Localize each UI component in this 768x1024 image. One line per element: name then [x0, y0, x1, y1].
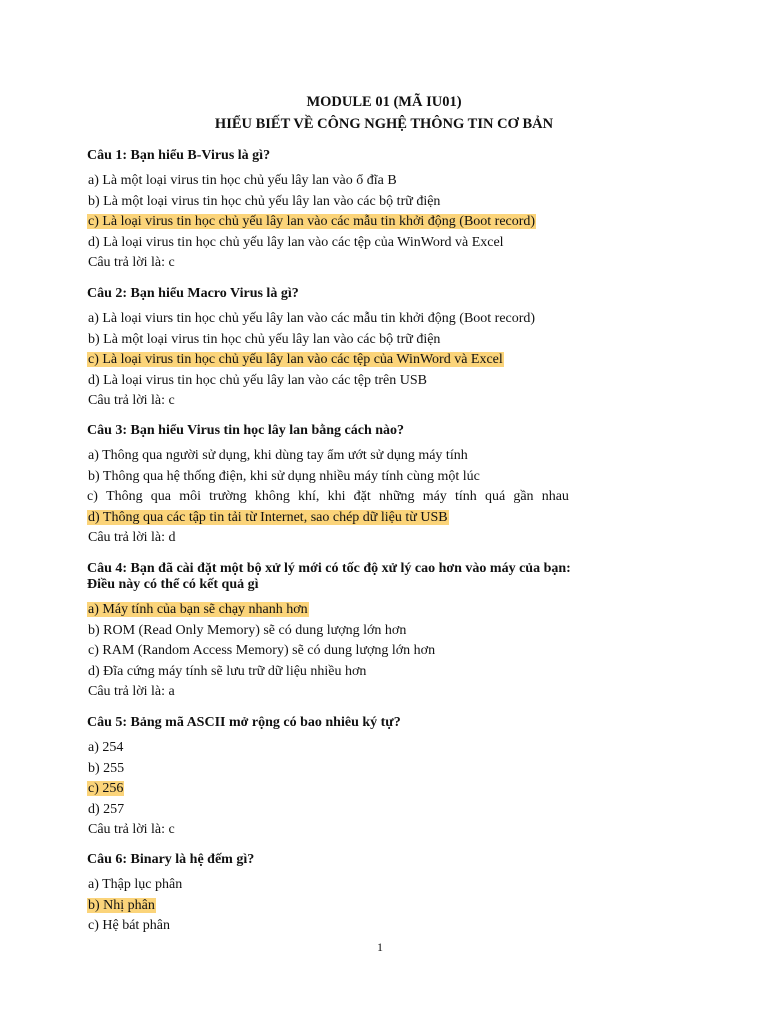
q6-option-b-highlighted: b) Nhị phân [88, 897, 155, 913]
q4-option-c: c) RAM (Random Access Memory) sẽ có dung lượng lớn hơn [88, 643, 436, 659]
q4-option-b: b) ROM (Read Only Memory) sẽ có dung lượng lớn hơn [88, 622, 407, 638]
q4-option-d: d) Đĩa cứng máy tính sẽ lưu trữ dữ liệu nhiều hơn [88, 663, 367, 679]
question-4-text-line1: Câu 4: Bạn đã cài đặt một bộ xử lý mới có tốc độ xử lý cao hơn vào máy của bạn: [87, 561, 571, 576]
q3-option-c-word: không [254, 489, 290, 505]
question-block-3 [87, 423, 677, 549]
question-3-text: Câu 3: Bạn hiểu Virus tin học lây lan bằng cách nào? [87, 423, 405, 438]
q5-option-b: b) 255 [88, 760, 125, 776]
question-block-4 [87, 561, 677, 703]
q3-option-c-word: quá [484, 489, 506, 505]
q3-option-c-word: gần [513, 489, 534, 505]
question-1-text: Câu 1: Bạn hiểu B-Virus là gì? [87, 148, 271, 163]
q2-option-d: d) Là loại virus tin học chủ yếu lây lan vào các tệp trên USB [88, 372, 428, 388]
question-block-6 [87, 852, 677, 937]
question-4-text-line2: Điều này có thể có kết quả gì [87, 577, 259, 592]
question-6-text: Câu 6: Binary là hệ đếm gì? [87, 852, 255, 867]
question-block-5 [87, 715, 677, 841]
page-number: 1 [377, 940, 383, 954]
q1-answer: Câu trả lời là: c [88, 255, 175, 271]
q3-option-c-word: những [378, 489, 415, 505]
q3-option-c-word: nhau [541, 489, 569, 505]
q3-option-c-word: qua [150, 489, 172, 505]
q2-option-c-highlighted: c) Là loại virus tin học chủ yếu lây lan vào các tệp của WinWord và Excel [88, 352, 503, 368]
q6-option-c: c) Hệ bát phân [88, 918, 171, 934]
question-2-text: Câu 2: Bạn hiểu Macro Virus là gì? [87, 286, 299, 301]
q1-option-c-highlighted: c) Là loại virus tin học chủ yếu lây lan vào các mẫu tin khởi động (Boot record) [88, 214, 536, 230]
question-block-1 [87, 148, 677, 274]
q5-answer: Câu trả lời là: c [88, 822, 175, 838]
q2-answer: Câu trả lời là: c [88, 393, 175, 409]
q1-option-d: d) Là loại virus tin học chủ yếu lây lan vào các tệp của WinWord và Excel [88, 234, 504, 250]
module-subtitle: HIỂU BIẾT VỀ CÔNG NGHỆ THÔNG TIN CƠ BẢN [214, 116, 554, 132]
q5-option-d: d) 257 [88, 801, 125, 817]
q5-option-a: a) 254 [88, 740, 124, 755]
q3-answer: Câu trả lời là: d [88, 530, 176, 546]
q3-option-c-word: Thông [106, 489, 143, 505]
q3-option-c-word: tính [454, 489, 477, 505]
question-5-text: Câu 5: Bảng mã ASCII mở rộng có bao nhiêu ký tự? [87, 715, 401, 730]
q3-option-c-word: trường [209, 489, 247, 505]
question-block-2 [87, 286, 677, 412]
q3-option-c-word: đặt [353, 489, 371, 505]
q3-option-c-word: khí, [298, 489, 320, 505]
q5-option-c-highlighted: c) 256 [88, 781, 124, 797]
q1-option-a: a) Là một loại virus tin học chủ yếu lây lan vào ổ đĩa B [88, 173, 397, 188]
q4-option-a-highlighted: a) Máy tính của bạn sẽ chạy nhanh hơn [88, 602, 308, 617]
q2-option-a: a) Là loại viurs tin học chủ yếu lây lan vào các mẫu tin khởi động (Boot record) [88, 311, 536, 326]
q1-option-b: b) Là một loại virus tin học chủ yếu lây lan vào các bộ trữ điện [88, 193, 441, 209]
q3-option-c [87, 487, 569, 508]
q3-option-c-word: khi [327, 489, 346, 505]
q4-answer: Câu trả lời là: a [88, 684, 175, 700]
q6-option-a: a) Thập lục phân [88, 877, 183, 892]
q3-option-b: b) Thông qua hệ thống điện, khi sử dụng nhiều máy tính cùng một lúc [88, 468, 480, 484]
q2-option-b: b) Là một loại virus tin học chủ yếu lây lan vào các bộ trữ điện [88, 331, 441, 347]
q3-option-d-highlighted: d) Thông qua các tập tin tải từ Internet, sao chép dữ liệu từ USB [88, 509, 448, 525]
q3-option-c-word: môi [179, 489, 201, 505]
q3-option-c-word: c) [87, 489, 98, 505]
q3-option-a: a) Thông qua người sử dụng, khi dùng tay ẩm ướt sử dụng máy tính [88, 448, 468, 463]
module-title: MODULE 01 (MÃ IU01) [306, 94, 462, 110]
q3-option-c-word: máy [422, 489, 447, 505]
